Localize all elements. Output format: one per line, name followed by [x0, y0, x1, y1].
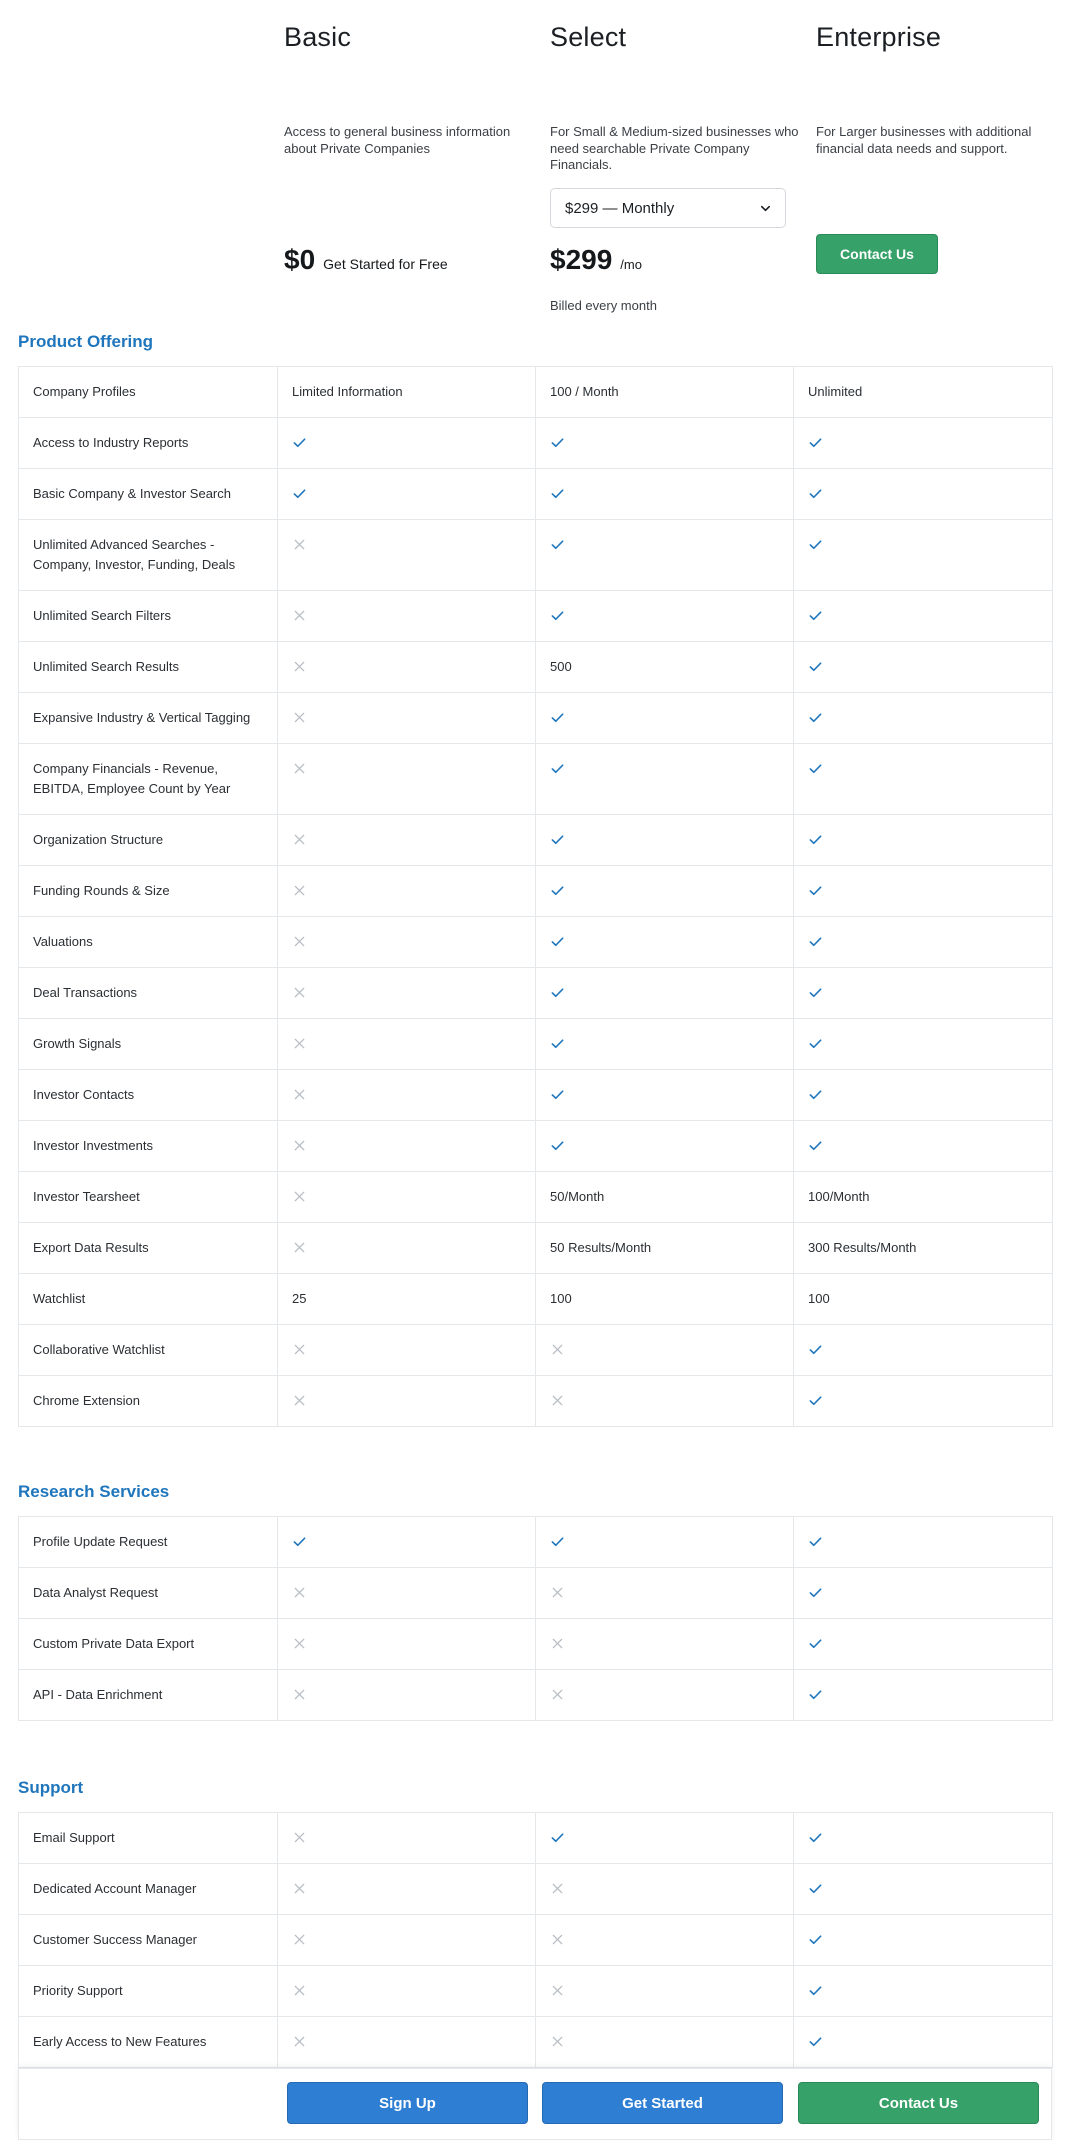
value-cell — [278, 1864, 536, 1915]
table-row — [19, 1619, 1053, 1670]
cross-icon — [292, 761, 307, 776]
table-row — [19, 1568, 1053, 1619]
table-row — [19, 1376, 1053, 1427]
value-text: 25 — [292, 1291, 307, 1306]
value-cell — [278, 1619, 536, 1670]
value-cell — [278, 866, 536, 917]
table-row — [19, 1121, 1053, 1172]
feature-cell-company-financials-revenue-ebitda-employee-count-by-year — [19, 744, 278, 815]
value-cell — [536, 418, 794, 469]
value-text: 50/Month — [550, 1189, 605, 1204]
value-cell — [278, 1376, 536, 1427]
sticky-cta-bar — [18, 2068, 1052, 2140]
value-cell — [794, 1670, 1053, 1721]
value-cell — [536, 1172, 794, 1223]
value-cell — [278, 1172, 536, 1223]
value-cell — [278, 591, 536, 642]
feature-cell-watchlist — [19, 1274, 278, 1325]
table-row — [19, 1915, 1053, 1966]
value-cell — [536, 1325, 794, 1376]
check-icon — [808, 1138, 823, 1153]
check-icon — [550, 1138, 565, 1153]
feature-label: Basic Company & Investor Search — [33, 486, 231, 501]
plan-description-select: For Small & Medium-sized businesses who need searchable Private Company Financials. — [550, 124, 799, 172]
cross-icon — [550, 1932, 565, 1947]
table-row — [19, 1325, 1053, 1376]
value-cell — [536, 642, 794, 693]
value-cell — [794, 520, 1053, 591]
cross-icon — [550, 1342, 565, 1357]
feature-cell-investor-tearsheet — [19, 1172, 278, 1223]
cross-icon — [292, 659, 307, 674]
value-cell — [794, 1121, 1053, 1172]
table-row — [19, 968, 1053, 1019]
value-cell — [278, 1325, 536, 1376]
check-icon — [808, 1881, 823, 1896]
value-cell — [536, 693, 794, 744]
cross-icon — [292, 1138, 307, 1153]
value-cell — [794, 1813, 1053, 1864]
table-row — [19, 693, 1053, 744]
table-row — [19, 1070, 1053, 1121]
feature-cell-priority-support — [19, 1966, 278, 2017]
value-cell — [278, 367, 536, 418]
plans-header — [0, 0, 1070, 330]
check-icon — [550, 486, 565, 501]
plan-name-basic: Basic — [284, 22, 352, 52]
table-row — [19, 520, 1053, 591]
feature-label: Organization Structure — [33, 832, 164, 847]
feature-label: Investor Contacts — [33, 1087, 135, 1102]
check-icon — [550, 608, 565, 623]
cross-icon — [550, 1881, 565, 1896]
cross-icon — [292, 2034, 307, 2049]
check-icon — [808, 710, 823, 725]
check-icon — [550, 832, 565, 847]
check-icon — [808, 832, 823, 847]
feature-cell-custom-private-data-export — [19, 1619, 278, 1670]
value-cell — [794, 693, 1053, 744]
cross-icon — [550, 1636, 565, 1651]
feature-cell-company-profiles — [19, 367, 278, 418]
feature-cell-investor-investments — [19, 1121, 278, 1172]
value-cell — [794, 591, 1053, 642]
check-icon — [550, 934, 565, 949]
value-cell — [536, 1517, 794, 1568]
check-icon — [808, 1585, 823, 1600]
value-cell — [536, 1568, 794, 1619]
table-row — [19, 1172, 1053, 1223]
value-cell — [278, 1019, 536, 1070]
table-row — [19, 866, 1053, 917]
value-cell — [278, 1223, 536, 1274]
value-cell — [278, 418, 536, 469]
check-icon — [808, 761, 823, 776]
contact-us-bottom-button[interactable]: Contact Us — [798, 2082, 1039, 2124]
table-row — [19, 469, 1053, 520]
value-cell — [278, 968, 536, 1019]
check-icon — [808, 1087, 823, 1102]
value-cell — [536, 1915, 794, 1966]
feature-label: Expansive Industry & Vertical Tagging — [33, 710, 251, 725]
feature-label: Export Data Results — [33, 1240, 149, 1255]
table-row — [19, 1517, 1053, 1568]
value-cell — [278, 1670, 536, 1721]
value-text: Unlimited — [808, 384, 863, 399]
check-icon — [808, 1393, 823, 1408]
value-text: Limited Information — [292, 384, 403, 399]
cross-icon — [292, 934, 307, 949]
check-icon — [808, 608, 823, 623]
billing-select-value: $299 — Monthly — [565, 199, 675, 217]
value-cell — [278, 1121, 536, 1172]
value-cell — [536, 1619, 794, 1670]
value-cell — [536, 815, 794, 866]
check-icon — [808, 1036, 823, 1051]
cross-icon — [550, 1393, 565, 1408]
check-icon — [808, 1830, 823, 1845]
value-cell — [536, 1670, 794, 1721]
feature-cell-valuations — [19, 917, 278, 968]
cross-icon — [292, 1393, 307, 1408]
check-icon — [550, 1830, 565, 1845]
cross-icon — [292, 1830, 307, 1845]
check-icon — [292, 435, 307, 450]
check-icon — [808, 1636, 823, 1651]
cross-icon — [550, 2034, 565, 2049]
get-started-button[interactable]: Get Started — [542, 2082, 783, 2124]
check-icon — [550, 537, 565, 552]
cross-icon — [292, 985, 307, 1000]
value-cell — [536, 1070, 794, 1121]
table-row — [19, 642, 1053, 693]
value-cell — [794, 1019, 1053, 1070]
cross-icon — [292, 1189, 307, 1204]
price-row-basic — [284, 244, 448, 276]
feature-cell-unlimited-search-results — [19, 642, 278, 693]
cross-icon — [292, 1881, 307, 1896]
value-cell — [794, 1966, 1053, 2017]
feature-label: Collaborative Watchlist — [33, 1342, 165, 1357]
cross-icon — [292, 1240, 307, 1255]
feature-cell-organization-structure — [19, 815, 278, 866]
value-cell — [278, 917, 536, 968]
table-row — [19, 1274, 1053, 1325]
check-icon — [808, 2034, 823, 2049]
check-icon — [808, 659, 823, 674]
table-row — [19, 1864, 1053, 1915]
value-cell — [794, 744, 1053, 815]
feature-cell-basic-company-and-investor-search — [19, 469, 278, 520]
value-cell — [794, 469, 1053, 520]
value-text: 100 — [808, 1291, 830, 1306]
check-icon — [808, 934, 823, 949]
cross-icon — [292, 710, 307, 725]
value-cell — [794, 968, 1053, 1019]
check-icon — [550, 761, 565, 776]
table-row — [19, 744, 1053, 815]
value-cell — [794, 1568, 1053, 1619]
table-row — [19, 917, 1053, 968]
value-cell — [278, 1568, 536, 1619]
check-icon — [550, 1534, 565, 1549]
feature-label: Email Support — [33, 1830, 115, 1845]
cross-icon — [292, 1036, 307, 1051]
value-cell — [536, 1223, 794, 1274]
price-select: $299 — [550, 244, 613, 275]
billing-select[interactable] — [550, 188, 786, 228]
value-cell — [536, 1813, 794, 1864]
cross-icon — [292, 1932, 307, 1947]
value-cell — [794, 367, 1053, 418]
value-cell — [536, 367, 794, 418]
sign-up-button[interactable]: Sign Up — [287, 2082, 528, 2124]
price-unit-select: /mo — [620, 257, 642, 272]
value-cell — [794, 1864, 1053, 1915]
research-services-table — [18, 1516, 1053, 1721]
value-cell — [536, 2017, 794, 2068]
value-text: 100/Month — [808, 1189, 870, 1204]
check-icon — [808, 985, 823, 1000]
value-cell — [278, 815, 536, 866]
feature-cell-data-analyst-request — [19, 1568, 278, 1619]
table-row — [19, 1670, 1053, 1721]
feature-label: Priority Support — [33, 1983, 123, 1998]
value-text: 500 — [550, 659, 572, 674]
value-cell — [278, 469, 536, 520]
feature-label: Early Access to New Features — [33, 2034, 207, 2049]
feature-cell-funding-rounds-and-size — [19, 866, 278, 917]
table-row — [19, 1813, 1053, 1864]
feature-label: Company Profiles — [33, 384, 136, 399]
value-cell — [794, 866, 1053, 917]
price-row-select — [550, 244, 642, 276]
table-row — [19, 1223, 1053, 1274]
value-cell — [536, 1121, 794, 1172]
billed-note: Billed every month — [550, 298, 657, 313]
check-icon — [550, 883, 565, 898]
feature-cell-early-access-to-new-features — [19, 2017, 278, 2068]
product-offering-table — [18, 366, 1053, 1427]
cross-icon — [292, 537, 307, 552]
value-cell — [536, 1019, 794, 1070]
feature-cell-export-data-results — [19, 1223, 278, 1274]
check-icon — [808, 435, 823, 450]
value-cell — [278, 1813, 536, 1864]
feature-label: Unlimited Search Filters — [33, 608, 171, 623]
plan-description-basic: Access to general business information about Private Companies — [284, 124, 511, 156]
table-row — [19, 1966, 1053, 2017]
section-title-support: Support — [18, 1778, 84, 1797]
feature-cell-access-to-industry-reports — [19, 418, 278, 469]
feature-label: Access to Industry Reports — [33, 435, 189, 450]
value-cell — [794, 1223, 1053, 1274]
cross-icon — [550, 1585, 565, 1600]
feature-label: Growth Signals — [33, 1036, 122, 1051]
feature-cell-growth-signals — [19, 1019, 278, 1070]
feature-label: Valuations — [33, 934, 93, 949]
value-cell — [536, 1966, 794, 2017]
value-cell — [794, 1274, 1053, 1325]
value-cell — [536, 520, 794, 591]
check-icon — [550, 1036, 565, 1051]
value-cell — [278, 1070, 536, 1121]
feature-label: Unlimited Search Results — [33, 659, 179, 674]
feature-label: Investor Tearsheet — [33, 1189, 140, 1204]
plan-name-select: Select — [550, 22, 627, 52]
chevron-down-icon — [760, 203, 771, 214]
feature-label: Investor Investments — [33, 1138, 153, 1153]
value-cell — [794, 1619, 1053, 1670]
value-cell — [794, 2017, 1053, 2068]
check-icon — [808, 537, 823, 552]
feature-label: Profile Update Request — [33, 1534, 168, 1549]
feature-cell-customer-success-manager — [19, 1915, 278, 1966]
table-row — [19, 1019, 1053, 1070]
cross-icon — [292, 1687, 307, 1702]
value-cell — [536, 744, 794, 815]
feature-cell-unlimited-search-filters — [19, 591, 278, 642]
feature-cell-api-data-enrichment — [19, 1670, 278, 1721]
value-cell — [536, 866, 794, 917]
plan-description-enterprise: For Larger businesses with additional financial data needs and support. — [816, 124, 1032, 156]
check-icon — [808, 486, 823, 501]
value-text: 300 Results/Month — [808, 1240, 917, 1255]
check-icon — [292, 1534, 307, 1549]
cross-icon — [292, 1342, 307, 1357]
cross-icon — [292, 1087, 307, 1102]
value-cell — [794, 1172, 1053, 1223]
check-icon — [550, 985, 565, 1000]
value-cell — [794, 642, 1053, 693]
value-cell — [794, 1325, 1053, 1376]
check-icon — [808, 1983, 823, 1998]
check-icon — [550, 1087, 565, 1102]
cross-icon — [292, 1983, 307, 1998]
value-cell — [536, 591, 794, 642]
contact-us-button[interactable]: Contact Us — [816, 234, 938, 274]
feature-cell-deal-transactions — [19, 968, 278, 1019]
check-icon — [808, 1342, 823, 1357]
feature-label: Funding Rounds & Size — [33, 883, 170, 898]
value-cell — [278, 2017, 536, 2068]
table-row — [19, 418, 1053, 469]
value-cell — [278, 1966, 536, 2017]
feature-cell-dedicated-account-manager — [19, 1864, 278, 1915]
value-cell — [794, 1915, 1053, 1966]
value-cell — [278, 1274, 536, 1325]
table-row — [19, 2017, 1053, 2068]
cross-icon — [292, 608, 307, 623]
check-icon — [808, 1932, 823, 1947]
value-cell — [278, 1517, 536, 1568]
feature-cell-expansive-industry-and-vertical-tagging — [19, 693, 278, 744]
feature-label: Data Analyst Request — [33, 1585, 159, 1600]
section-title-research-services: Research Services — [18, 1482, 170, 1501]
table-row — [19, 367, 1053, 418]
value-cell — [536, 917, 794, 968]
cross-icon — [550, 1687, 565, 1702]
value-cell — [536, 1274, 794, 1325]
value-cell — [278, 1915, 536, 1966]
price-basic: $0 — [284, 244, 316, 275]
feature-cell-chrome-extension — [19, 1376, 278, 1427]
value-cell — [794, 1376, 1053, 1427]
feature-label: Watchlist — [33, 1291, 86, 1306]
value-cell — [536, 469, 794, 520]
feature-label: API - Data Enrichment — [33, 1687, 163, 1702]
cross-icon — [292, 1636, 307, 1651]
feature-label: Custom Private Data Export — [33, 1636, 195, 1651]
table-row — [19, 815, 1053, 866]
value-cell — [278, 693, 536, 744]
value-cell — [536, 1376, 794, 1427]
check-icon — [550, 710, 565, 725]
feature-cell-unlimited-advanced-searches-company-investor-funding-deals — [19, 520, 278, 591]
feature-label: Unlimited Advanced Searches - Company, Investor, Funding, Deals — [33, 537, 236, 572]
support-table — [18, 1812, 1053, 2068]
value-cell — [536, 968, 794, 1019]
value-cell — [794, 815, 1053, 866]
value-text: 100 — [550, 1291, 572, 1306]
feature-label: Chrome Extension — [33, 1393, 140, 1408]
section-title-product-offering: Product Offering — [18, 332, 154, 351]
plan-name-enterprise: Enterprise — [816, 22, 942, 52]
cross-icon — [292, 883, 307, 898]
check-icon — [550, 435, 565, 450]
price-note-basic: Get Started for Free — [323, 256, 448, 272]
feature-label: Customer Success Manager — [33, 1932, 198, 1947]
check-icon — [292, 486, 307, 501]
value-cell — [278, 744, 536, 815]
check-icon — [808, 883, 823, 898]
value-cell — [794, 917, 1053, 968]
feature-cell-profile-update-request — [19, 1517, 278, 1568]
value-cell — [278, 520, 536, 591]
value-cell — [794, 418, 1053, 469]
value-text: 100 / Month — [550, 384, 619, 399]
cross-icon — [292, 1585, 307, 1600]
feature-label: Dedicated Account Manager — [33, 1881, 197, 1896]
feature-cell-collaborative-watchlist — [19, 1325, 278, 1376]
cross-icon — [550, 1983, 565, 1998]
value-cell — [794, 1070, 1053, 1121]
feature-label: Deal Transactions — [33, 985, 138, 1000]
feature-cell-email-support — [19, 1813, 278, 1864]
table-row — [19, 591, 1053, 642]
feature-cell-investor-contacts — [19, 1070, 278, 1121]
check-icon — [808, 1534, 823, 1549]
value-cell — [536, 1864, 794, 1915]
value-cell — [278, 642, 536, 693]
check-icon — [808, 1687, 823, 1702]
value-text: 50 Results/Month — [550, 1240, 652, 1255]
value-cell — [794, 1517, 1053, 1568]
feature-label: Company Financials - Revenue, EBITDA, Employee Count by Year — [33, 761, 231, 796]
cross-icon — [292, 832, 307, 847]
